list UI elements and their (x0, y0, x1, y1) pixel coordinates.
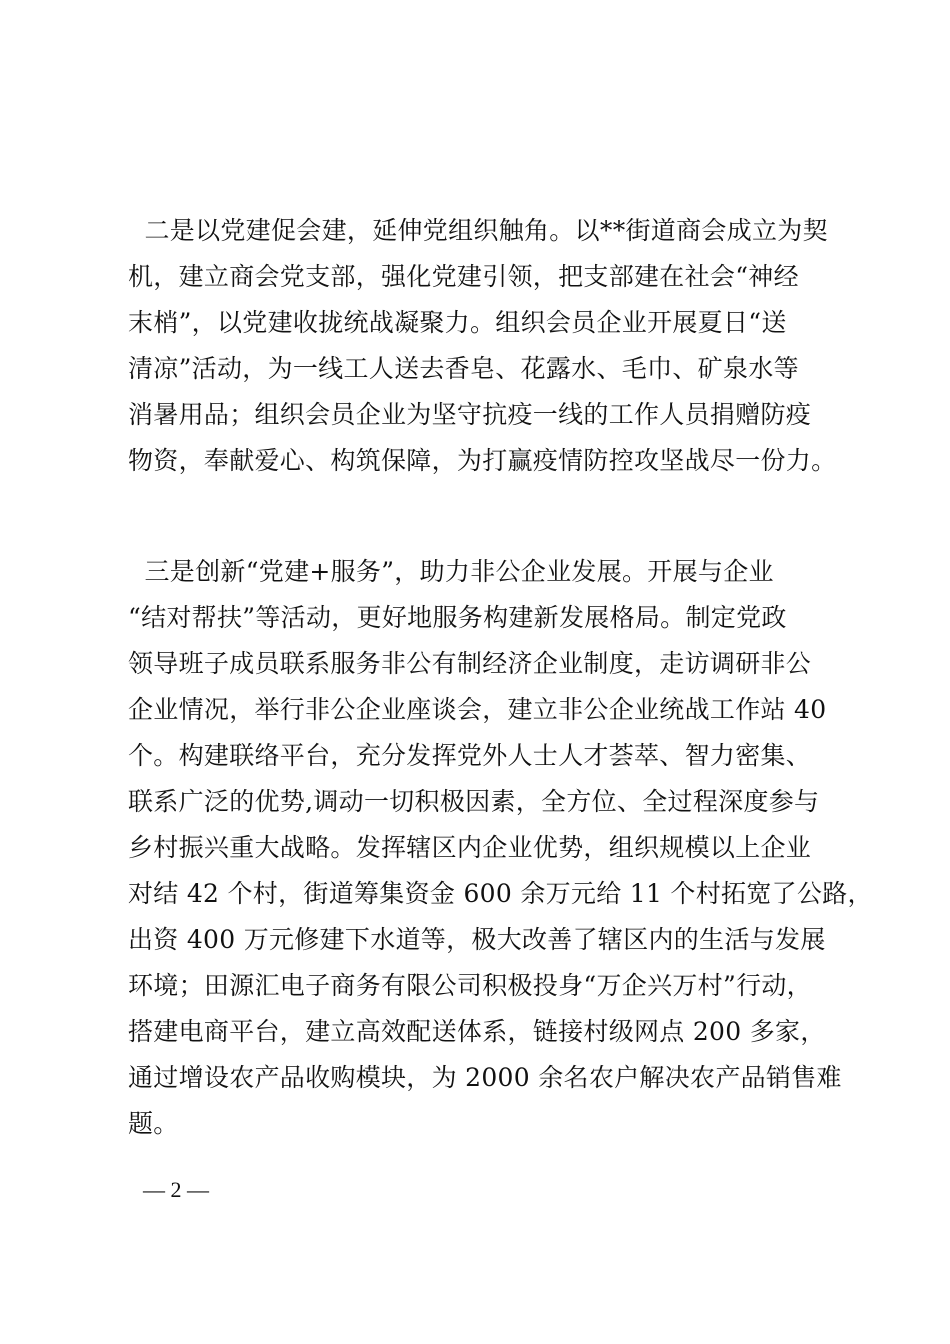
paragraph-line: 三是创新“党建+服务”，助力非公企业发展。开展与企业 (128, 557, 774, 586)
paragraph-line: 领导班子成员联系服务非公有制经济企业制度，走访调研非公 (128, 649, 812, 678)
paragraph-line: 物资，奉献爱心、构筑保障，为打赢疫情防控攻坚战尽一份力。 (128, 446, 837, 475)
paragraph-line: “结对帮扶”等活动，更好地服务构建新发展格局。制定党政 (128, 603, 787, 632)
paragraph-party-building-chamber (128, 208, 840, 484)
paragraph-line: 企业情况，举行非公企业座谈会，建立非公企业统战工作站 40 (128, 695, 827, 724)
paragraph-line: 联系广泛的优势,调动一切积极因素，全方位、全过程深度参与 (128, 787, 820, 816)
paragraph-line: 消暑用品；组织会员企业为坚守抗疫一线的工作人员捐赠防疫 (128, 400, 812, 429)
paragraph-line: 个。构建联络平台，充分发挥党外人士人才荟萃、智力密集、 (128, 741, 812, 770)
paragraph-line: 二是以党建促会建，延伸党组织触角。以**街道商会成立为契 (128, 216, 828, 245)
paragraph-line: 清凉”活动，为一线工人送去香皂、花露水、毛巾、矿泉水等 (128, 354, 799, 383)
paragraph-line: 乡村振兴重大战略。发挥辖区内企业优势，组织规模以上企业 (128, 833, 812, 862)
paragraph-line: 末梢”，以党建收拢统战凝聚力。组织会员企业开展夏日“送 (128, 308, 787, 337)
paragraph-party-building-service (128, 549, 873, 1147)
paragraph-line: 机，建立商会党支部，强化党建引领，把支部建在社会“神经 (128, 262, 799, 291)
page-number: — 2 — (143, 1177, 209, 1202)
paragraph-line: 搭建电商平台，建立高效配送体系，链接村级网点 200 多家， (128, 1017, 826, 1046)
paragraph-line: 出资 400 万元修建下水道等，极大改善了辖区内的生活与发展 (128, 925, 826, 954)
paragraph-line: 对结 42 个村，街道筹集资金 600 余万元给 11 个村拓宽了公路， (128, 879, 873, 908)
paragraph-line: 题。 (128, 1109, 179, 1138)
paragraph-line: 通过增设农产品收购模块，为 2000 余名农户解决农产品销售难 (128, 1063, 842, 1092)
paragraph-line: 环境；田源汇电子商务有限公司积极投身“万企兴万村”行动， (128, 971, 812, 1000)
